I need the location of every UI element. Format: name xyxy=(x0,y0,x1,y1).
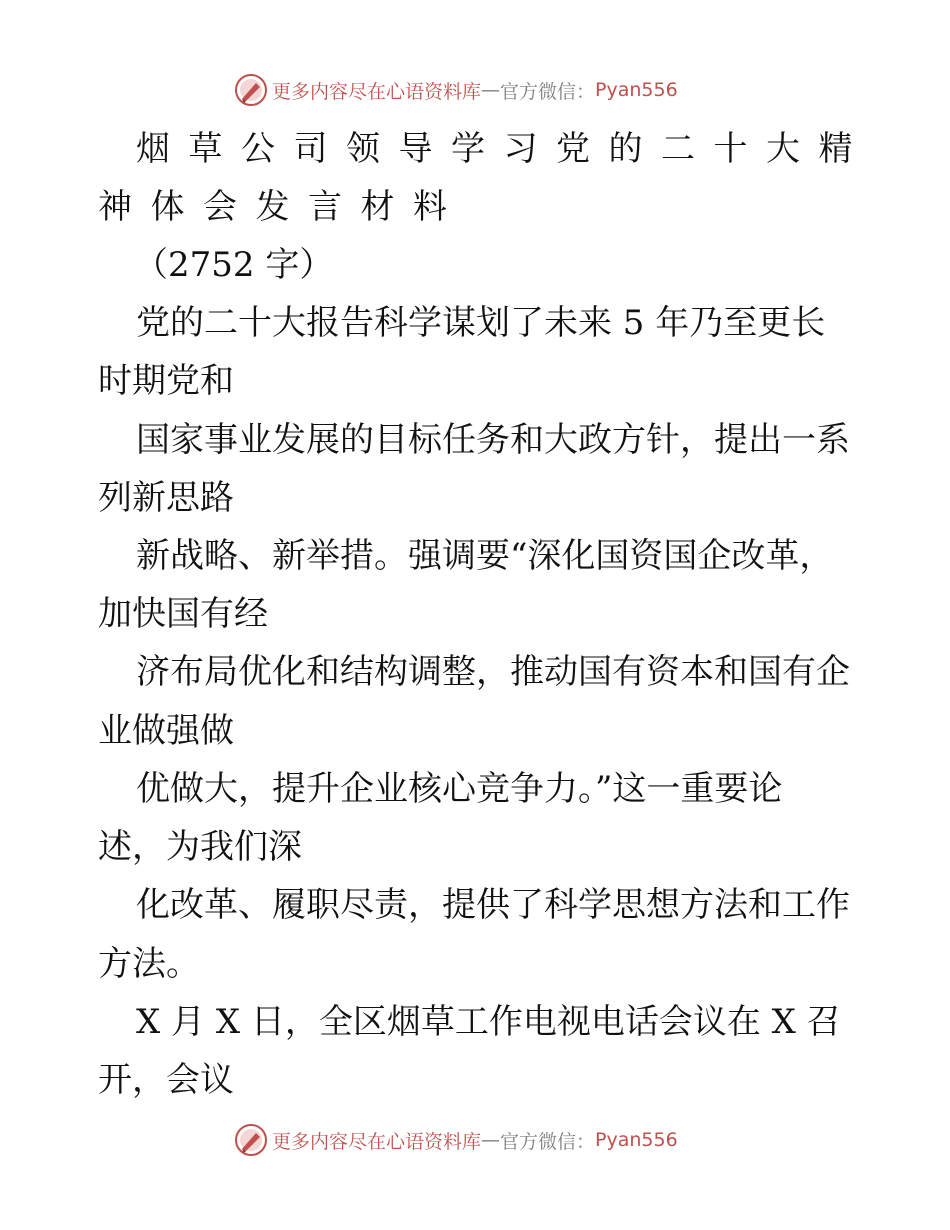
banner-separator: — xyxy=(481,79,501,101)
document-title-line-1: 烟草公司领导学习党的二十大精 xyxy=(136,129,871,169)
paragraph-line: X 月 X 日，全区烟草工作电视电话会议在 X 召 xyxy=(136,1002,841,1042)
paragraph-line: 列新思路 xyxy=(98,478,234,518)
pen-logo-icon xyxy=(234,1123,268,1157)
footer-banner xyxy=(234,1120,754,1160)
paragraph-line: 加快国有经 xyxy=(98,594,268,634)
paragraph-line: 化改革、履职尽责，提供了科学思想方法和工作 xyxy=(136,885,850,925)
banner-wechat-id: Pyan556 xyxy=(595,79,678,101)
paragraph-line: 济布局优化和结构调整，推动国有资本和国有企 xyxy=(136,652,850,692)
paragraph-line: 述，为我们深 xyxy=(98,827,302,867)
banner-wechat-label: 官方微信： xyxy=(500,1130,596,1153)
paragraph-line: 开，会议 xyxy=(98,1060,234,1100)
banner-site-text: 更多内容尽在心语资料库 xyxy=(272,1130,482,1153)
paragraph-line: 党的二十大报告科学谋划了未来 5 年乃至更长 xyxy=(136,303,826,343)
paragraph-line: 优做大，提升企业核心竞争力。”这一重要论 xyxy=(136,769,783,809)
banner-separator: — xyxy=(481,1129,501,1151)
banner-wechat-label: 官方微信： xyxy=(500,80,596,103)
paragraph-line: 业做强做 xyxy=(98,711,234,751)
document-title-line-2: 神体会发言材料 xyxy=(98,187,466,227)
paragraph-line: 新战略、新举措。强调要“深化国资国企改革， xyxy=(136,536,834,576)
pen-logo-icon xyxy=(234,73,268,107)
paragraph-line: 国家事业发展的目标任务和大政方针，提出一系 xyxy=(136,420,850,460)
banner-site-text: 更多内容尽在心语资料库 xyxy=(272,80,482,103)
paragraph-line: 时期党和 xyxy=(98,361,234,401)
header-banner xyxy=(234,70,754,110)
paragraph-line: 方法。 xyxy=(98,944,200,984)
banner-wechat-id: Pyan556 xyxy=(595,1129,678,1151)
document-word-count: （2752 字） xyxy=(134,245,334,285)
